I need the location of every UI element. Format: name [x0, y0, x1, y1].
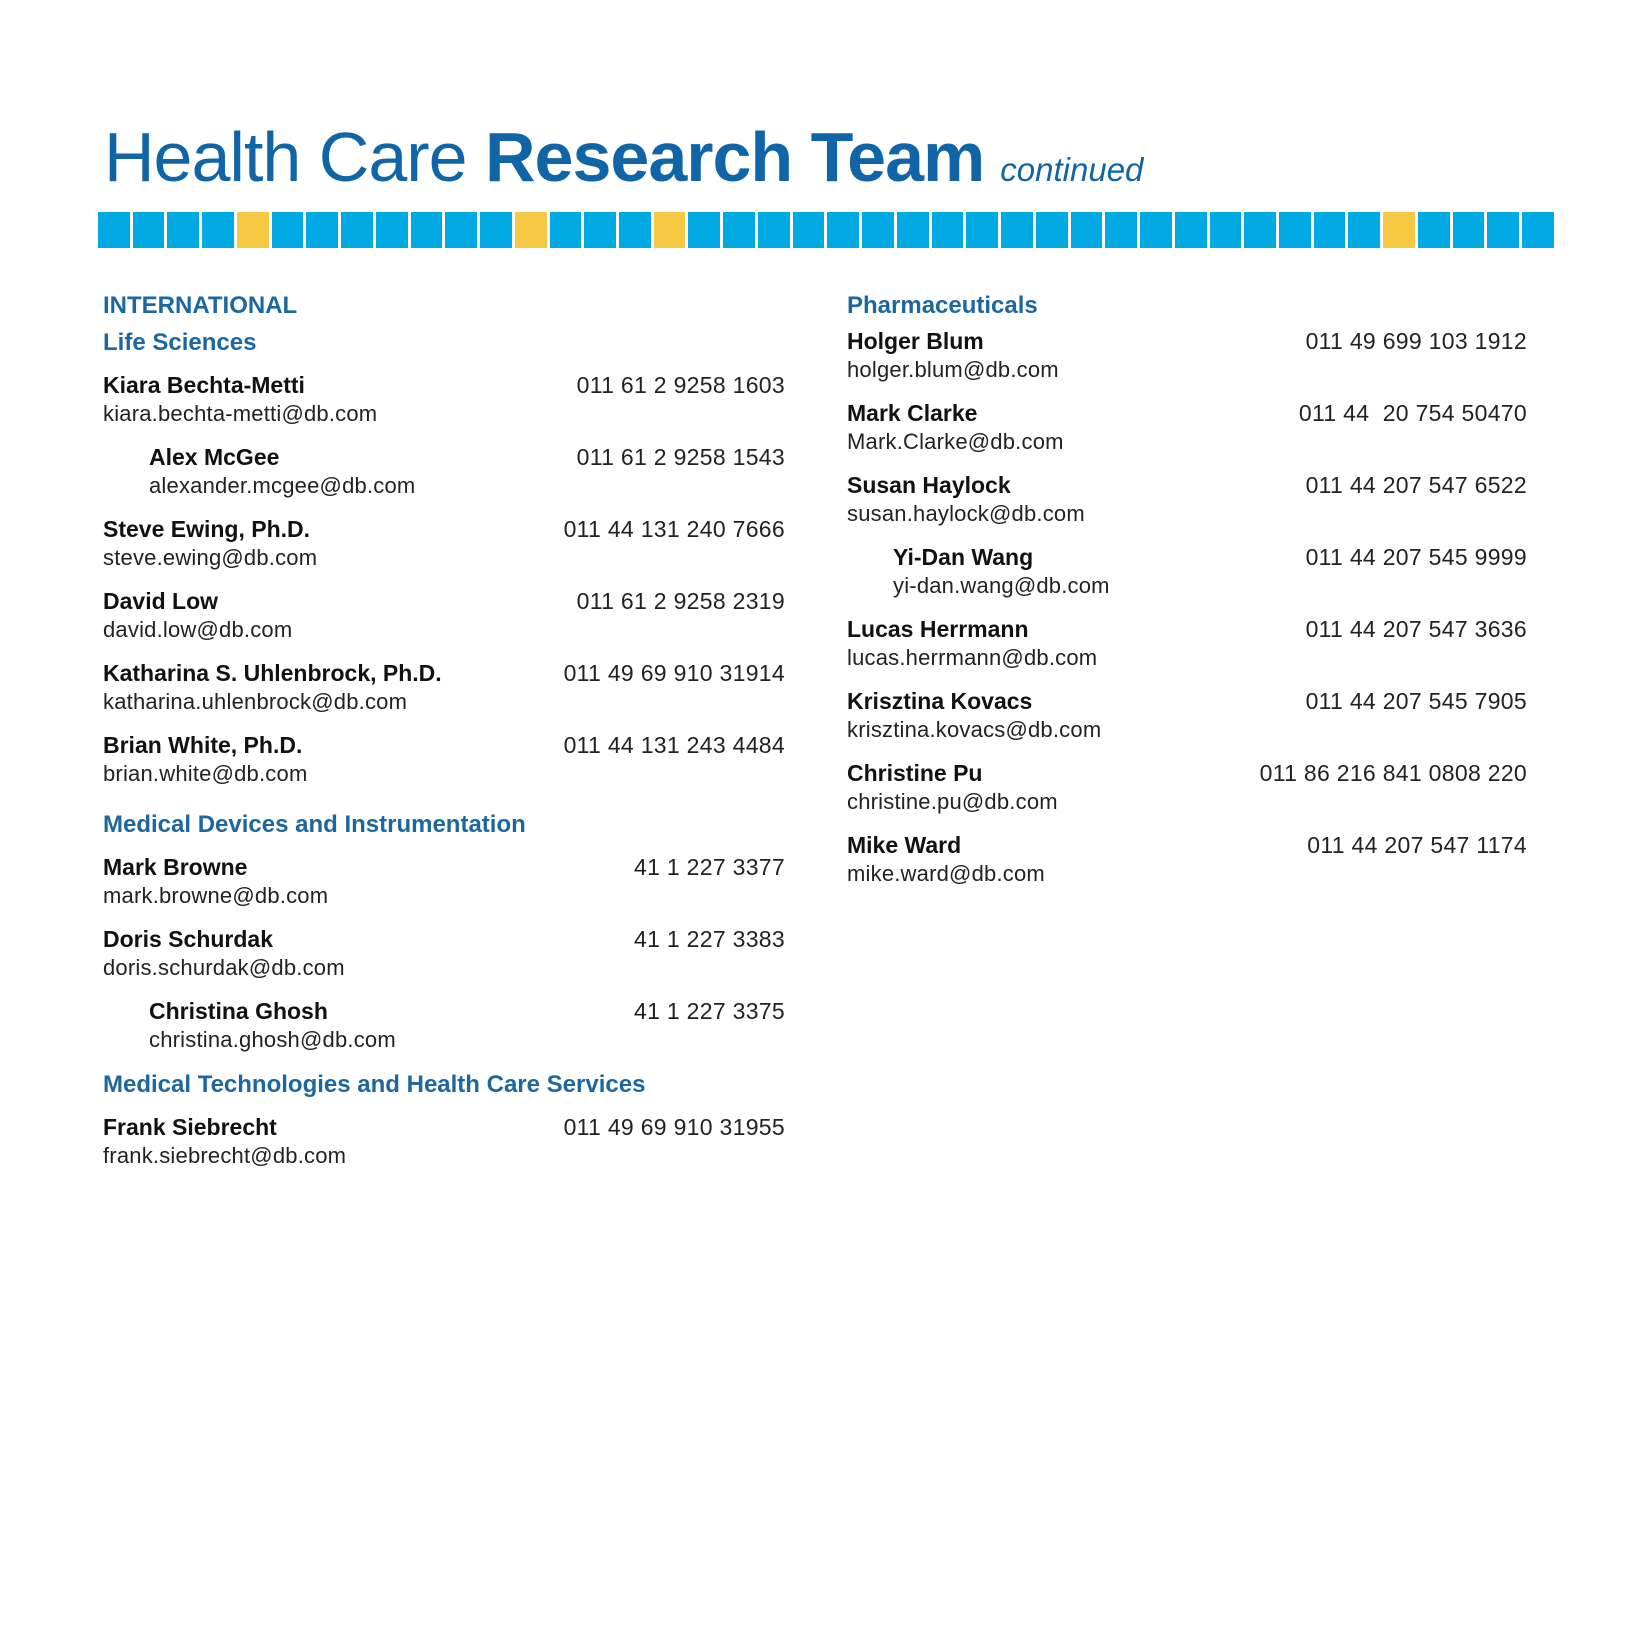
contact-entry [847, 326, 1527, 384]
contact-name: Krisztina Kovacs [847, 688, 1033, 714]
bar-square [758, 212, 790, 248]
title-bold: Research Team [484, 118, 985, 196]
contact-phone: 41 1 227 3383 [634, 926, 785, 952]
contact-entry [103, 924, 785, 982]
contact-name: Yi-Dan Wang [893, 544, 1034, 570]
contact-name: Christina Ghosh [149, 998, 328, 1024]
bar-square [202, 212, 234, 248]
contact-name: Lucas Herrmann [847, 616, 1029, 642]
bar-square [1140, 212, 1172, 248]
left-column [103, 288, 785, 1184]
contact-name: Mark Clarke [847, 400, 978, 426]
bar-square [167, 212, 199, 248]
contact-name: Doris Schurdak [103, 926, 273, 952]
contact-entry [847, 830, 1527, 888]
contact-entry [103, 852, 785, 910]
right-column [847, 288, 1527, 902]
contact-entry [103, 514, 785, 572]
bar-square [1175, 212, 1207, 248]
bar-square [1314, 212, 1346, 248]
subsection-title-medical-devices: Medical Devices and Instrumentation [103, 811, 526, 838]
bar-square [133, 212, 165, 248]
bar-square-gold [237, 212, 269, 248]
contact-name: Christine Pu [847, 760, 983, 786]
subsection-title-medical-technologies: Medical Technologies and Health Care Services [103, 1071, 646, 1098]
bar-square [411, 212, 443, 248]
contact-phone: 011 44 20 754 50470 [1298, 400, 1527, 426]
contact-phone: 41 1 227 3377 [634, 854, 785, 880]
contact-name: Mike Ward [847, 832, 962, 858]
bar-square [862, 212, 894, 248]
contact-phone: 011 86 216 841 0808 220 [1259, 760, 1527, 786]
bar-square [98, 212, 130, 248]
contact-phone: 011 49 69 910 31914 [563, 660, 785, 686]
bar-square [1453, 212, 1485, 248]
contact-entry [847, 542, 1527, 600]
contact-name: Frank Siebrecht [103, 1114, 277, 1140]
contact-email[interactable]: yi-dan.wang@db.com [893, 573, 1110, 598]
contact-phone: 011 61 2 9258 1603 [576, 372, 785, 398]
contact-entry [103, 730, 785, 788]
bar-square [584, 212, 616, 248]
bar-square-gold [654, 212, 686, 248]
contact-email[interactable]: krisztina.kovacs@db.com [847, 717, 1102, 742]
contact-email[interactable]: frank.siebrecht@db.com [103, 1143, 347, 1168]
bar-square [793, 212, 825, 248]
bar-square [1001, 212, 1033, 248]
bar-square [1487, 212, 1519, 248]
contact-entry [103, 996, 785, 1054]
bar-square [272, 212, 304, 248]
contact-email[interactable]: holger.blum@db.com [847, 357, 1059, 382]
contact-phone: 011 61 2 9258 2319 [576, 588, 785, 614]
contact-email[interactable]: david.low@db.com [103, 617, 293, 642]
bar-square [1244, 212, 1276, 248]
contact-entry [103, 586, 785, 644]
bar-square-gold [515, 212, 547, 248]
bar-square [1418, 212, 1450, 248]
contact-email[interactable]: christina.ghosh@db.com [149, 1027, 396, 1052]
bar-square [550, 212, 582, 248]
bar-square [480, 212, 512, 248]
subsection-title-pharmaceuticals: Pharmaceuticals [847, 292, 1038, 319]
contact-phone: 011 44 131 243 4484 [563, 732, 785, 758]
title-light: Health Care [104, 118, 467, 196]
contact-name: Holger Blum [847, 328, 984, 354]
contact-email[interactable]: susan.haylock@db.com [847, 501, 1085, 526]
contact-entry [103, 1112, 785, 1170]
contact-entry [847, 614, 1527, 672]
contact-email[interactable]: mark.browne@db.com [103, 883, 329, 908]
bar-square [1071, 212, 1103, 248]
section-heading-international: INTERNATIONAL [103, 292, 298, 319]
bar-square [445, 212, 477, 248]
contact-email[interactable]: katharina.uhlenbrock@db.com [103, 689, 408, 714]
contact-phone: 011 49 699 103 1912 [1305, 328, 1527, 354]
bar-square [1210, 212, 1242, 248]
contact-name: Kiara Bechta-Metti [103, 372, 305, 398]
contact-phone: 011 44 207 547 3636 [1305, 616, 1527, 642]
bar-square [306, 212, 338, 248]
bar-square [932, 212, 964, 248]
contact-entry [847, 398, 1527, 456]
contact-entry [847, 686, 1527, 744]
contact-phone: 011 44 207 547 1174 [1307, 832, 1527, 858]
bar-square [619, 212, 651, 248]
contact-phone: 011 44 207 547 6522 [1305, 472, 1527, 498]
contact-name: Brian White, Ph.D. [103, 732, 303, 758]
contact-entry [103, 658, 785, 716]
contact-entry [847, 758, 1527, 816]
subsection-title-life-sciences: Life Sciences [103, 329, 257, 356]
bar-square [1522, 212, 1554, 248]
contact-phone: 011 44 207 545 9999 [1305, 544, 1527, 570]
contact-email[interactable]: christine.pu@db.com [847, 789, 1058, 814]
contact-name: Steve Ewing, Ph.D. [103, 516, 311, 542]
bar-square [897, 212, 929, 248]
contact-email[interactable]: kiara.bechta-metti@db.com [103, 401, 378, 426]
bar-square [341, 212, 373, 248]
contact-phone: 011 49 69 910 31955 [563, 1114, 785, 1140]
bar-square [966, 212, 998, 248]
contact-phone: 41 1 227 3375 [634, 998, 785, 1024]
decorative-square-bar [98, 212, 1554, 248]
bar-square [1279, 212, 1311, 248]
bar-square-gold [1383, 212, 1415, 248]
bar-square [688, 212, 720, 248]
contact-name: Katharina S. Uhlenbrock, Ph.D. [103, 660, 442, 686]
contact-entry [103, 442, 785, 500]
contact-name: Mark Browne [103, 854, 248, 880]
contact-name: Susan Haylock [847, 472, 1011, 498]
contact-email[interactable]: doris.schurdak@db.com [103, 955, 345, 980]
title-suffix: continued [1000, 151, 1144, 188]
contact-email[interactable]: lucas.herrmann@db.com [847, 645, 1098, 670]
contact-email[interactable]: brian.white@db.com [103, 761, 308, 786]
contact-name: Alex McGee [149, 444, 280, 470]
contact-email[interactable]: Mark.Clarke@db.com [847, 429, 1064, 454]
bar-square [1348, 212, 1380, 248]
contact-phone: 011 61 2 9258 1543 [576, 444, 785, 470]
contact-entry [103, 370, 785, 428]
contact-email[interactable]: steve.ewing@db.com [103, 545, 318, 570]
contact-entry [847, 470, 1527, 528]
contact-name: David Low [103, 588, 219, 614]
bar-square [723, 212, 755, 248]
contact-phone: 011 44 207 545 7905 [1305, 688, 1527, 714]
bar-square [827, 212, 859, 248]
page-title [104, 112, 1143, 215]
bar-square [376, 212, 408, 248]
contact-email[interactable]: alexander.mcgee@db.com [149, 473, 416, 498]
bar-square [1105, 212, 1137, 248]
contact-phone: 011 44 131 240 7666 [563, 516, 785, 542]
bar-square [1036, 212, 1068, 248]
contact-email[interactable]: mike.ward@db.com [847, 861, 1045, 886]
